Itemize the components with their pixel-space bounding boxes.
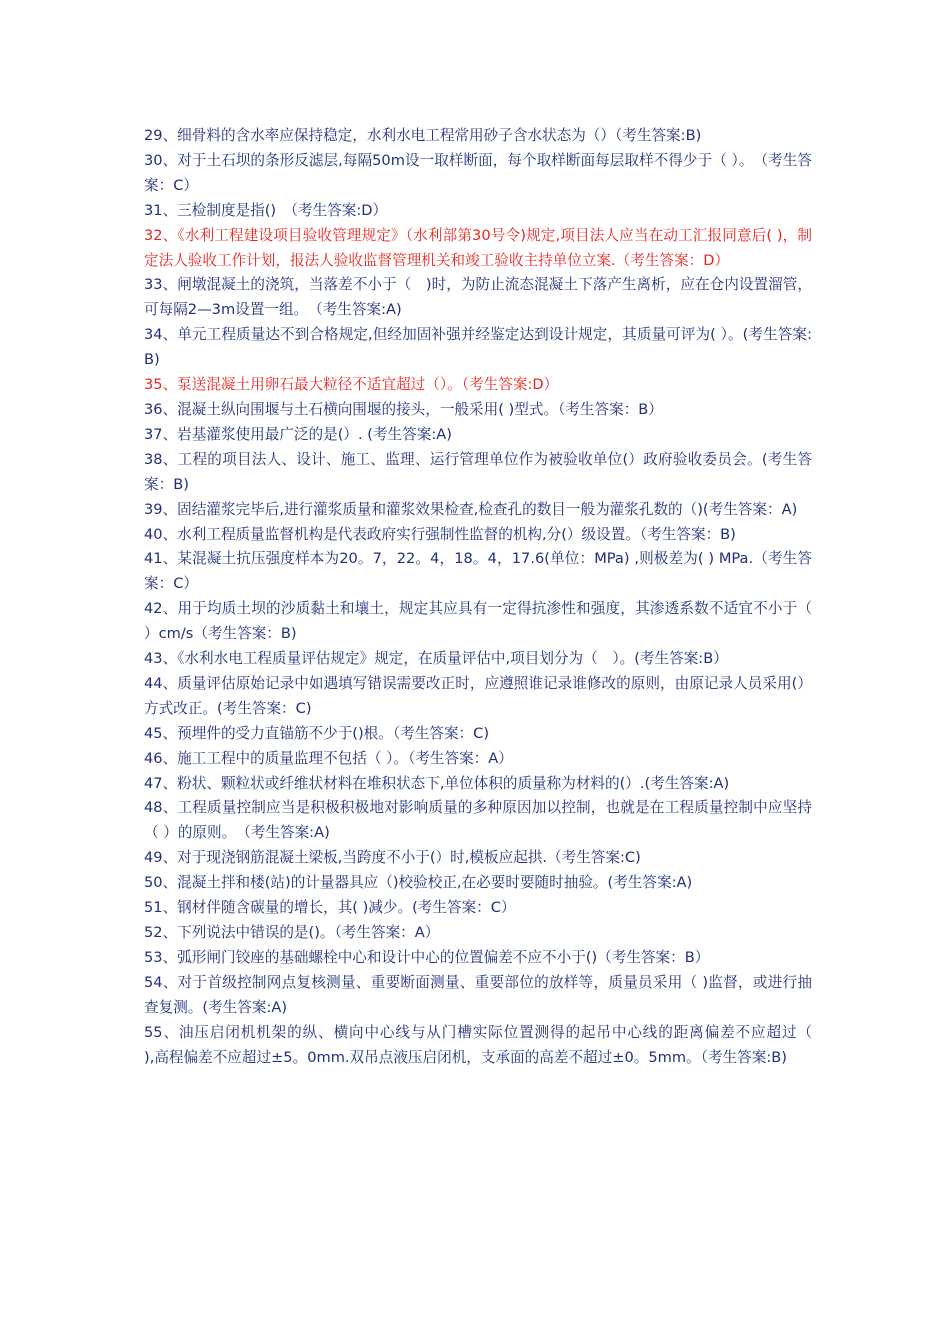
- question-48: 48、工程质量控制应当是积极积极地对影响质量的多种原因加以控制，也就是在工程质量控制中应坚持（ ）的原则。 （考生答案:A): [144, 799, 812, 842]
- question-37: 37、岩基灌浆使用最广泛的是(）. (考生答案:A): [144, 425, 452, 443]
- question-53: 53、弧形闸门铰座的基础螺栓中心和设计中心的位置偏差不应不小于()（考生答案：B）: [144, 948, 710, 966]
- question-54: 54、对于首级控制网点复核测量、重要断面测量、重要部位的放样等，质量员采用（ )监督，或进行抽查复测。(考生答案:A): [144, 973, 812, 1016]
- question-41: 41、某混凝土抗压强度样本为20。7，22。4，18。4，17.6(单位：MPa) ,则极差为( ) MPa.（考生答案：C）: [144, 550, 812, 593]
- question-50: 50、混凝土拌和楼(站)的计量器具应（)校验校正,在必要时要随时抽验。(考生答案:A): [144, 874, 693, 892]
- question-31: 31、三检制度是指() （考生答案:D）: [144, 201, 388, 219]
- question-51: 51、钢材伴随含碳量的增长，其( )减少。(考生答案：C）: [144, 899, 516, 917]
- question-45: 45、预埋件的受力直锚筋不少于()根。（考生答案：C): [144, 724, 490, 742]
- question-39: 39、固结灌浆完毕后,进行灌浆质量和灌浆效果检查,检查孔的数目一般为灌浆孔数的（)(考生答案：A): [144, 500, 798, 518]
- question-34: 34、单元工程质量达不到合格规定,但经加固补强并经鉴定达到设计规定，其质量可评为( ）。(考生答案:B): [144, 326, 812, 369]
- question-36: 36、混凝土纵向围堰与土石横向围堰的接头，一般采用( )型式。（考生答案：B）: [144, 400, 663, 418]
- question-list: [144, 124, 842, 1070]
- question-32: 32、《水利工程建设项目验收管理规定》（水利部第30号令)规定,项目法人应当在动工汇报同意后( )，制定法人验收工作计划，报法人验收监督管理机关和竣工验收主持单位立案.（考生答案：D）: [144, 226, 812, 269]
- question-46: 46、施工工程中的质量监理不包括（ ）。（考生答案：A）: [144, 749, 513, 767]
- question-52: 52、下列说法中错误的是()。（考生答案：A）: [144, 924, 440, 941]
- question-42: 42、用于均质土坝的沙质黏土和壤土，规定其应具有一定得抗渗性和强度，其渗透系数不适宜不小于（ ）cm/s（考生答案：B): [144, 600, 812, 643]
- question-29: 29、细骨料的含水率应保持稳定，水利水电工程常用砂子含水状态为（）（考生答案:B): [144, 127, 702, 144]
- question-33: 33、闸墩混凝土的浇筑，当落差不小于（ )时，为防止流态混凝土下落产生离析，应在仓内设置溜管，可每隔2—3m设置一组。 （考生答案:A): [144, 276, 812, 319]
- question-49: 49、对于现浇钢筋混凝土梁板,当跨度不小于(）时,模板应起拱.（考生答案:C): [144, 849, 641, 867]
- question-35: 35、泵送混凝土用卵石最大粒径不适宜超过（）。（考生答案:D）: [144, 376, 559, 394]
- question-44: 44、质量评估原始记录中如遇填写错误需要改正时，应遵照谁记录谁修改的原则，由原记录人员采用(）方式改正。(考生答案：C): [144, 674, 812, 717]
- question-30: 30、对于土石坝的条形反滤层,每隔50m设一取样断面，每个取样断面每层取样不得少于（ ）。 （考生答案：C）: [144, 151, 812, 194]
- question-38: 38、工程的项目法人、设计、施工、监理、运行管理单位作为被验收单位(）政府验收委员会。(考生答案：B): [144, 450, 812, 493]
- question-55: 55、油压启闭机机架的纵、横向中心线与从门槽实际位置测得的起吊中心线的距离偏差不应超过（ ),高程偏差不应超过±5。0mm.双吊点液压启闭机，支承面的高差不超过±0。5mm。（考生答案:B): [144, 1023, 842, 1066]
- question-40: 40、水利工程质量监督机构是代表政府实行强制性监督的机构,分(）级设置。（考生答案：B): [144, 525, 736, 543]
- question-47: 47、粉状、颗粒状或纤维状材料在堆积状态下,单位体积的质量称为材料的(）.(考生答案:A): [144, 774, 730, 792]
- question-43: 43、《水利水电工程质量评估规定》规定，在质量评估中,项目划分为（ ）。(考生答案:B）: [144, 650, 728, 668]
